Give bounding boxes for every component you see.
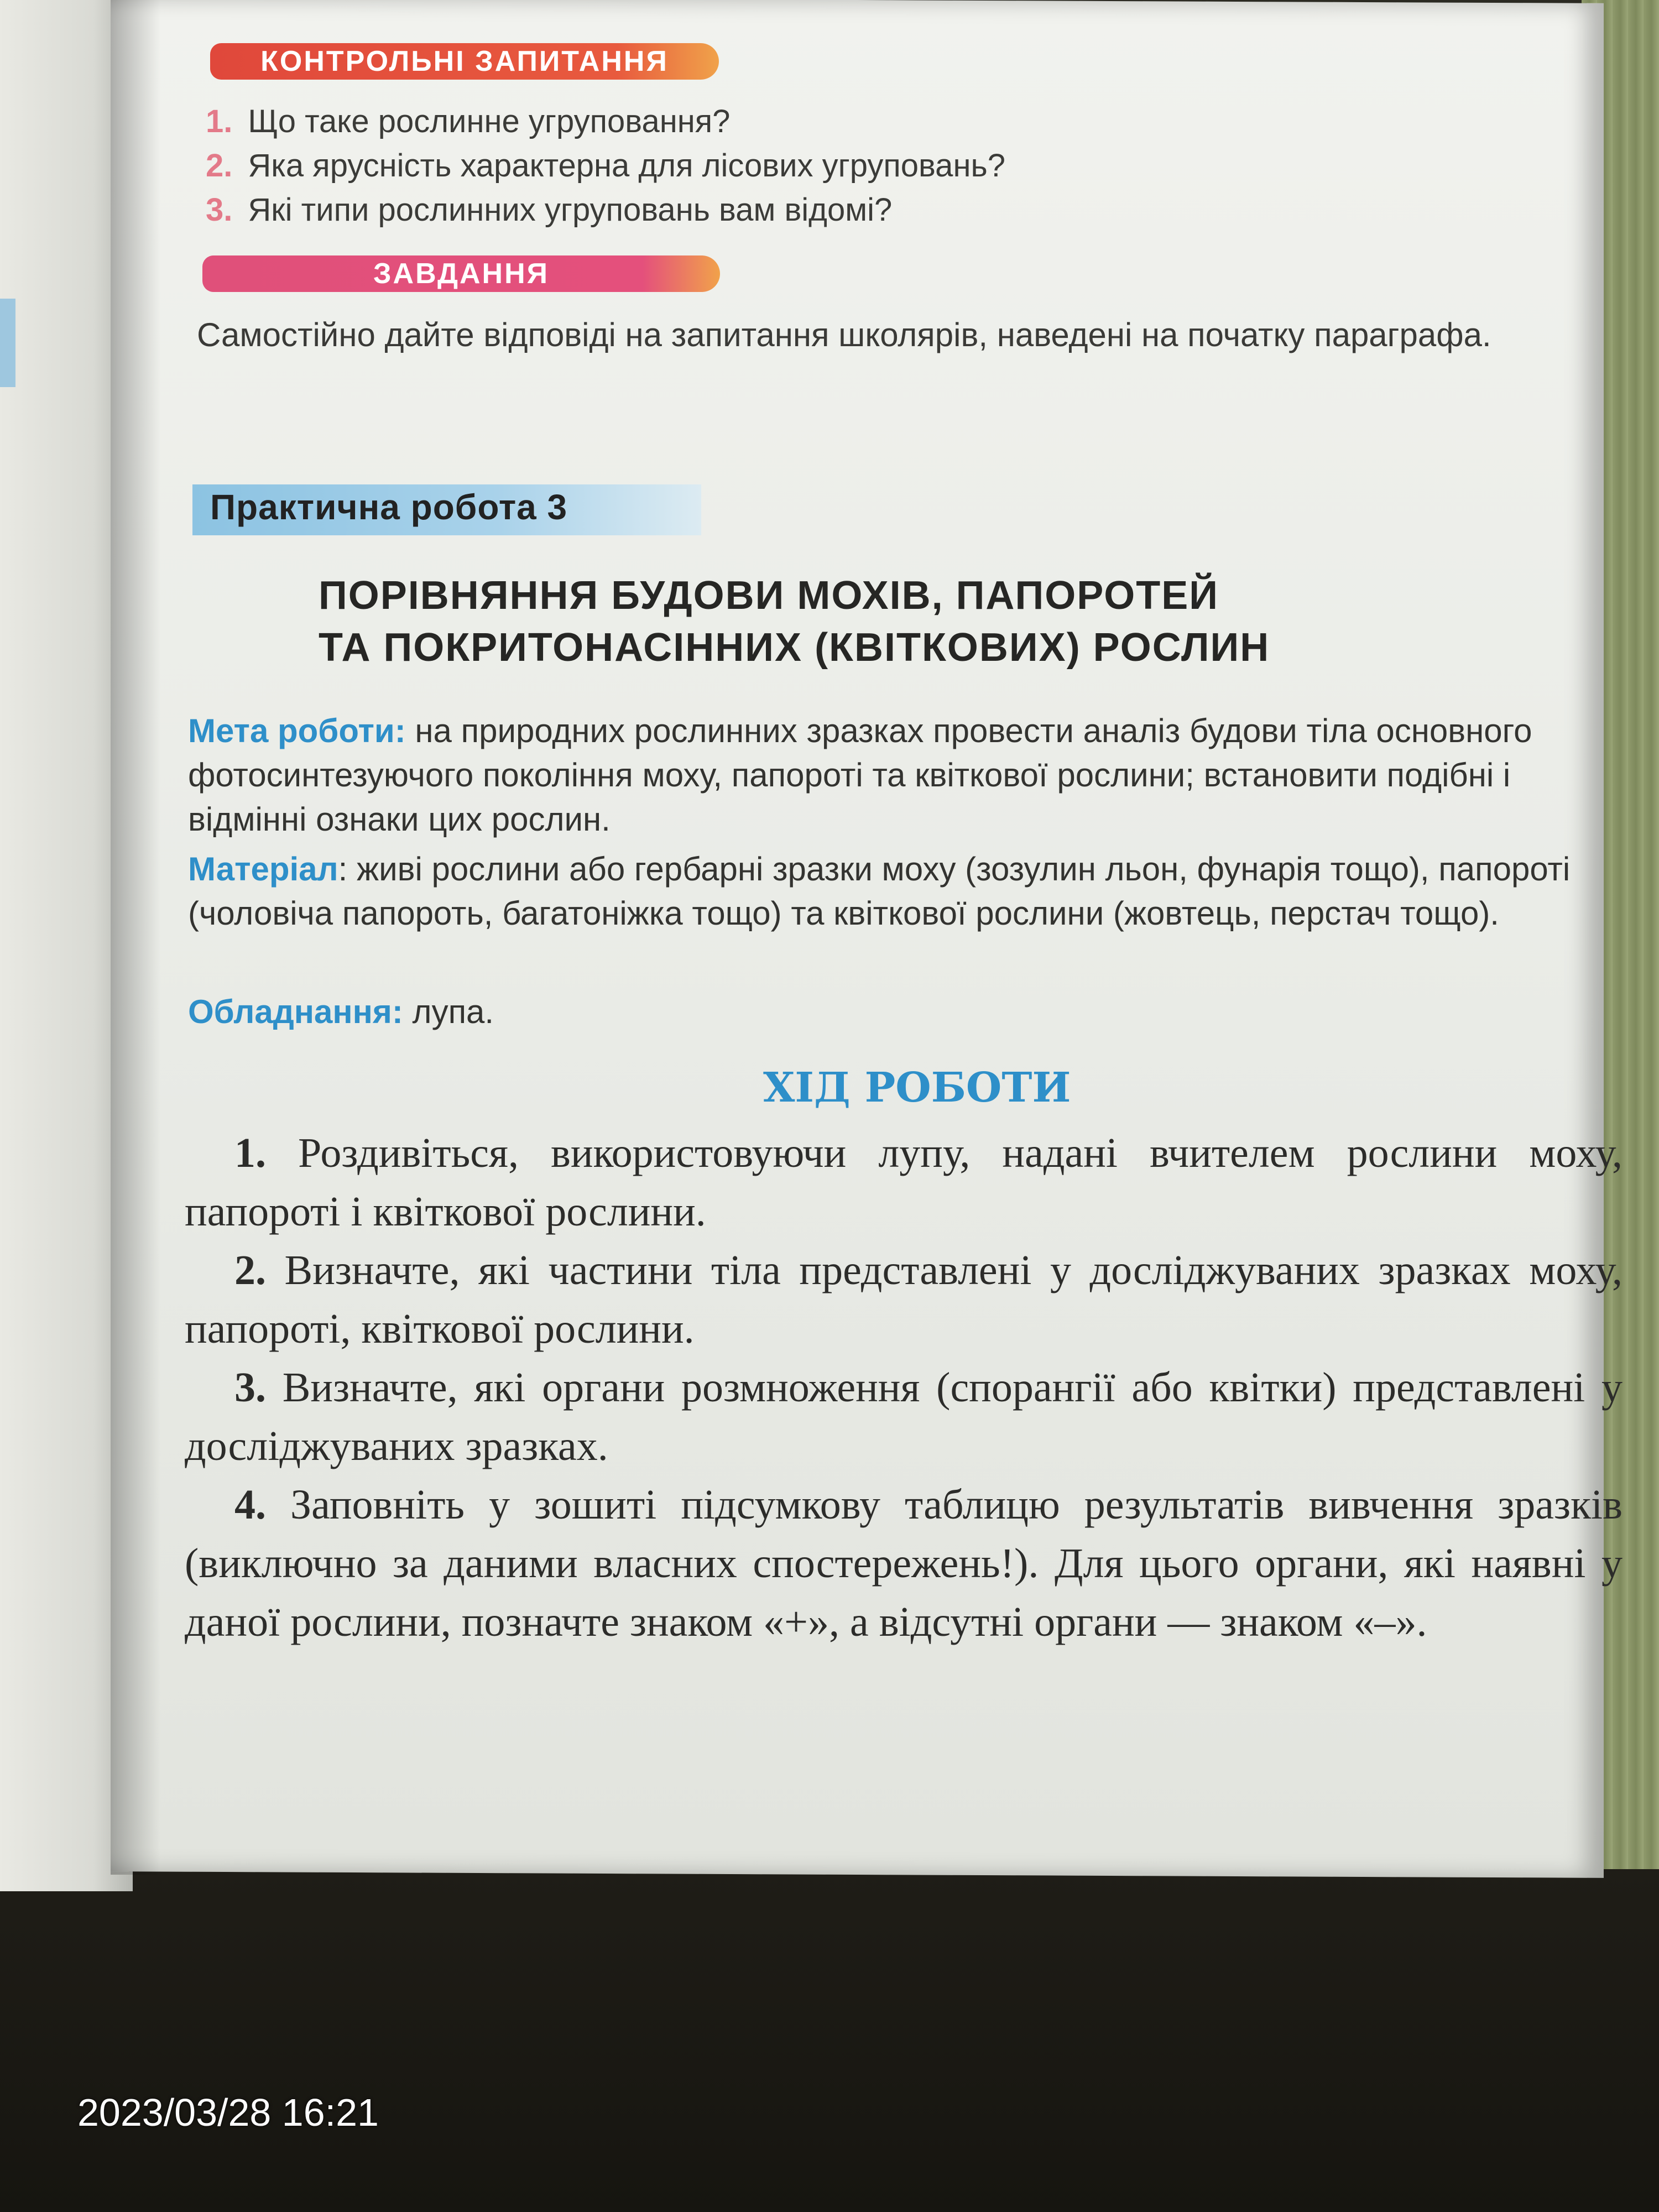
question-text: Що таке рослинне угруповання? (248, 103, 731, 139)
question-number: 3. (206, 192, 233, 228)
step-text: Визначте, які органи розмноження (спорангії або квітки) представлені у досліджуваних зразках. (185, 1364, 1623, 1469)
task-label: ЗАВДАННЯ (202, 255, 720, 292)
step-number: 3. (234, 1364, 266, 1411)
page-gutter-shadow (111, 0, 160, 1875)
task-text: Самостійно дайте відповіді на запитання школярів, наведені на початку параграфа. (197, 316, 1491, 353)
photo-timestamp: 2023/03/28 16:21 (77, 2091, 379, 2134)
practical-heading-line-1: ПОРІВНЯННЯ БУДОВИ МОХІВ, ПАПОРОТЕЙ (319, 573, 1219, 618)
question-row (206, 103, 730, 140)
equipment-paragraph (188, 990, 1615, 1034)
goal-key: Мета роботи: (188, 712, 406, 749)
question-row (206, 147, 1005, 184)
practical-work-title: Практична робота 3 (210, 487, 568, 527)
practical-heading-line-2: ТА ПОКРИТОНАСІННИХ (КВІТКОВИХ) РОСЛИН (319, 625, 1270, 670)
step-text: Роздивіться, використовуючи лупу, надані вчителем рослини моху, папороті і квіткової рослини. (185, 1130, 1623, 1235)
question-row (206, 191, 892, 228)
question-text: Яка ярусність характерна для лісових угруповань? (248, 148, 1005, 184)
question-number: 1. (206, 103, 233, 139)
material-text: : живі рослини або гербарні зразки моху (зозулин льон, фунарія тощо), папороті (чоловіча папороть, багатоніжка тощо) та квіткової рослини (жовтець, перстач тощо). (188, 851, 1571, 932)
material-paragraph (188, 847, 1615, 936)
step-number: 2. (234, 1247, 266, 1293)
goal-text: на природних рослинних зразках провести аналіз будови тіла основного фотосинтезуючого покоління моху, папороті та квіткової рослини; встановити подібні і відмінні ознаки цих рослин. (188, 712, 1532, 838)
question-text: Які типи рослинних угруповань вам відомі? (248, 192, 893, 228)
procedure-step (185, 1358, 1623, 1475)
control-questions-label: КОНТРОЛЬНІ ЗАПИТАННЯ (210, 43, 719, 80)
work-procedure-heading: ХІД РОБОТИ (763, 1064, 1071, 1112)
goal-paragraph (188, 709, 1615, 842)
material-key: Матеріал (188, 851, 338, 888)
question-number: 2. (206, 148, 233, 184)
step-text: Визначте, які частини тіла представлені у досліджуваних зразках моху, папороті, квіткової рослини. (185, 1247, 1623, 1352)
left-page-color-stripe (0, 299, 15, 387)
step-number: 1. (234, 1130, 266, 1176)
procedure-step (185, 1124, 1623, 1241)
equipment-key: Обладнання: (188, 993, 403, 1030)
step-text: Заповніть у зошиті підсумкову таблицю результатів вивчення зразків (виключно за даними власних спостережень!). Для цього органи, які наявні у даної рослини, позначте знаком «+», а відсутні органи — знаком «–». (185, 1481, 1623, 1645)
equipment-text: лупа. (403, 993, 494, 1030)
procedure-step (185, 1475, 1623, 1651)
table-surface (0, 1869, 1659, 2212)
step-number: 4. (234, 1481, 266, 1528)
procedure-step (185, 1241, 1623, 1358)
